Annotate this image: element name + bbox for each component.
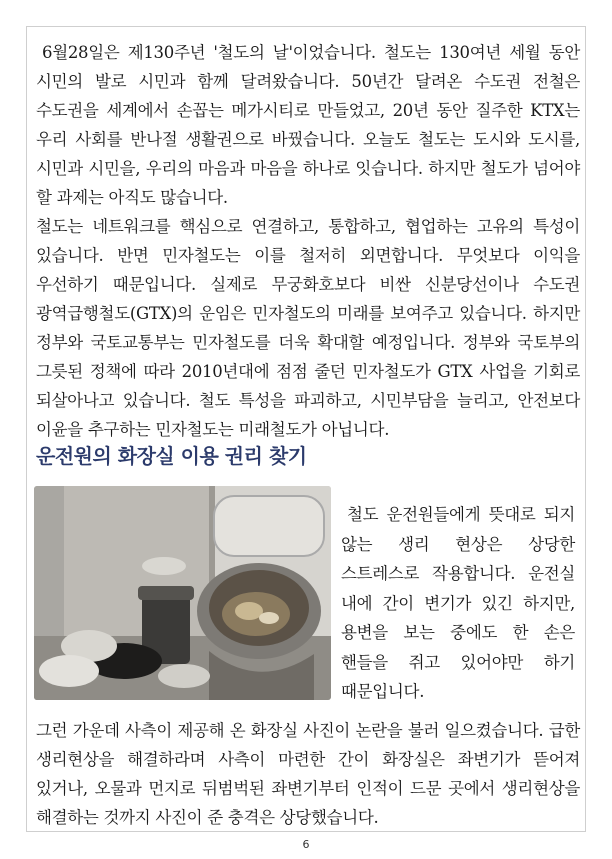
article-body-top (36, 38, 580, 444)
paragraph-toilet-photo-controversy: 그런 가운데 사측이 제공해 온 화장실 사진이 논란을 불러 일으켰습니다. 급한 생리현상을 해결하라며 사측이 마련한 간이 화장실은 좌변기가 뜯어져 있거나, 오물과 먼지로 뒤범벅된 좌변기부터 인적이 드문 곳에서 생리현상을 해결하는 것까지 사진이 준 충격은 상당했습니다. (36, 721, 580, 827)
paragraph-driver-toilet: 철도 운전원들에게 뜻대로 되지 않는 생리 현상은 상당한 스트레스로 작용합니다. 운전실 내에 간이 변기가 있긴 하지만, 용변을 보는 중에도 한 손은 핸들을 쥐고 있어야만 하기 때문입니다. (341, 505, 575, 701)
paragraph-private-railway: 철도는 네트워크를 핵심으로 연결하고, 통합하고, 협업하는 고유의 특성이 있습니다. 반면 민자철도는 이를 철저히 외면합니다. 무엇보다 이익을 우선하기 때문입니다. 실제로 무궁화호보다 비싼 신분당선이나 수도권 광역급행철도(GTX)의 운임은 민자철도의 미래를 보여주고 있습니다. 하지만 정부와 국토교통부는 민자철도를 더욱 확대할 예정입니다. 정부와 국토부의 그릇된 정책에 따라 2010년대에 점점 줄던 민자철도가 GTX 사업을 기회로 되살아나고 있습니다. 철도 특성을 파괴하고, 시민부담을 늘리고, 안전보다 이윤을 추구하는 민자철도는 미래철도가 아닙니다. (36, 217, 580, 439)
toilet-photo (34, 486, 331, 700)
page-number: 6 (302, 838, 310, 851)
section-heading: 운전원의 화장실 이용 권리 찾기 (36, 444, 307, 468)
paragraph-railway-day: 6월28일은 제130주년 '철도의 날'이었습니다. 철도는 130여년 세월 동안 시민의 발로 시민과 함께 달려왔습니다. 50년간 달려온 수도권 전철은 수도권을 세계에서 손꼽는 메가시티로 만들었고, 20년 동안 질주한 KTX는 우리 사회를 반나절 생활권으로 바꿨습니다. 오늘도 철도는 도시와 도시를, 시민과 시민을, 우리의 마음과 마음을 하나로 잇습니다. 하지만 철도가 넘어야 할 과제는 아직도 많습니다. (36, 43, 580, 207)
